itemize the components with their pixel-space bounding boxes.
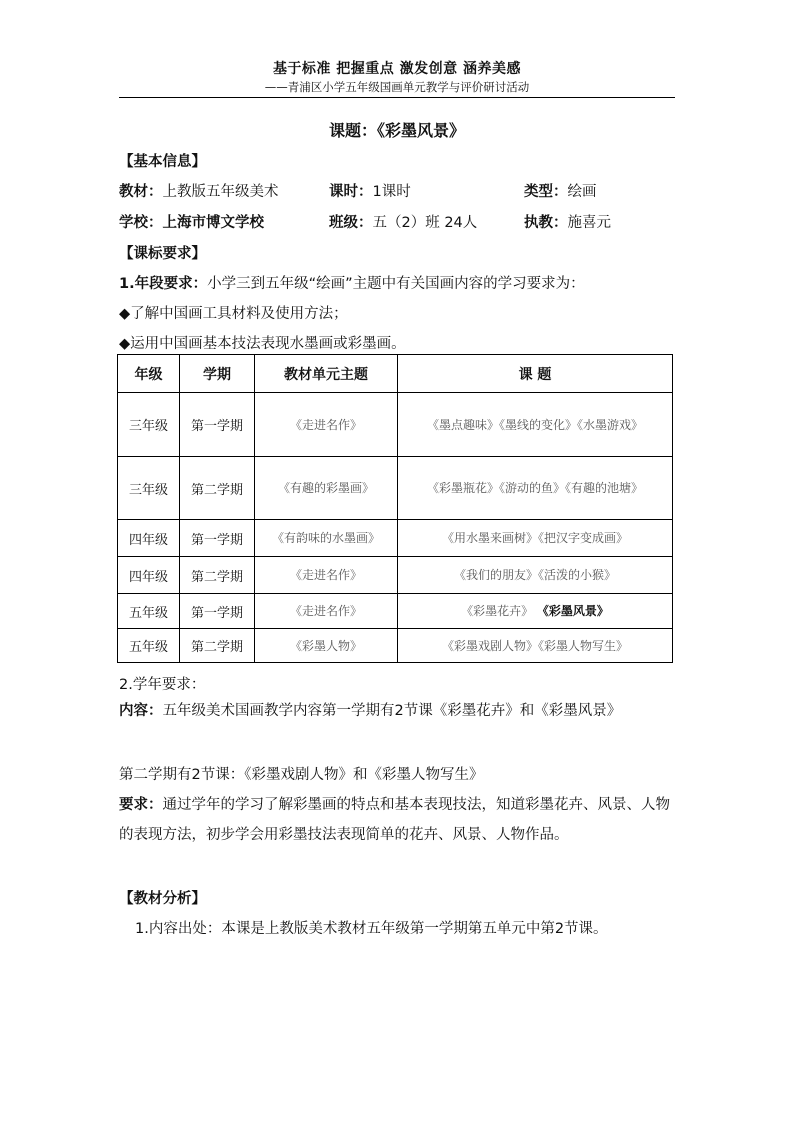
table-row [118,629,673,663]
header-grade: 年级 [118,355,180,393]
header-divider [119,97,675,98]
cell-term: 第一学期 [180,393,255,457]
analysis-item-1: 1.内容出处：本课是上教版美术教材五年级第一学期第五单元中第2节课。 [135,921,608,937]
cell-topic: 《彩墨戏剧人物》《彩墨人物写生》 [398,629,673,663]
teacher-field [524,211,611,232]
teacher-label: 执教： [524,215,568,231]
table-header-row [118,355,673,393]
cell-grade: 三年级 [118,457,180,520]
type-label: 类型： [524,184,568,200]
cell-unit: 《走进名作》 [255,594,398,629]
requirement-paragraph [119,790,675,850]
table-row [118,520,673,557]
grade-req-label: 1.年段要求： [119,276,208,292]
class-value: 五（2）班 24人 [372,215,478,231]
second-term-line: 第二学期有2节课：《彩墨戏剧人物》和《彩墨人物写生》 [119,767,484,783]
school-field [119,211,264,232]
textbook-value: 上教版五年级美术 [162,184,279,200]
grade-req-text: 小学三到五年级“绘画”主题中有关国画内容的学习要求为： [207,276,585,292]
cell-term: 第一学期 [180,520,255,557]
content-label: 内容： [119,703,163,719]
class-field [329,211,477,232]
class-label: 班级： [329,215,373,231]
cell-unit: 《走进名作》 [255,393,398,457]
table-row [118,594,673,629]
teacher-value: 施喜元 [567,215,611,231]
req-label: 要求： [119,797,163,813]
table-row [118,393,673,457]
cell-grade: 五年级 [118,629,180,663]
cell-term: 第二学期 [180,457,255,520]
school-label: 学校： [119,215,163,231]
topic-text: 《彩墨花卉》 [461,604,534,618]
cell-topic: 《彩墨瓶花》《游动的鱼》《有趣的池塘》 [398,457,673,520]
table-row [118,557,673,594]
header-topic: 课 题 [398,355,673,393]
year-req-heading: 2.学年要求： [119,677,206,693]
cell-term: 第一学期 [180,594,255,629]
analysis-heading: 【教材分析】 [119,891,206,907]
hours-label: 课时： [329,184,373,200]
header-unit: 教材单元主题 [255,355,398,393]
lesson-title: 课题：《彩墨风景》 [328,121,465,140]
textbook-label: 教材： [119,184,163,200]
table-row [118,457,673,520]
bullet-item-2: ◆运用中国画基本技法表现水墨画或彩墨画。 [119,336,406,352]
cell-term: 第二学期 [180,557,255,594]
curriculum-heading: 【课标要求】 [119,246,206,262]
cell-grade: 四年级 [118,520,180,557]
hours-field [329,180,411,201]
cell-unit: 《有韵味的水墨画》 [255,520,398,557]
year-content-paragraph [119,696,675,726]
cell-grade: 五年级 [118,594,180,629]
curriculum-table [117,354,673,663]
type-field [524,180,597,201]
grade-requirement [119,272,585,293]
topic-current-lesson: 《彩墨风景》 [536,604,609,618]
header-title: 基于标准 把握重点 激发创意 涵养美感 [272,61,522,77]
hours-value: 1课时 [372,184,411,200]
school-value: 上海市博文学校 [162,215,264,231]
cell-grade: 四年级 [118,557,180,594]
content-text: 五年级美术国画教学内容第一学期有2节课《彩墨花卉》和《彩墨风景》 [162,703,622,719]
header-subtitle: ——青浦区小学五年级国画单元教学与评价研讨活动 [264,80,530,94]
basic-info-heading: 【基本信息】 [119,154,206,170]
cell-topic: 《墨点趣味》《墨线的变化》《水墨游戏》 [398,393,673,457]
cell-topic [398,594,673,629]
textbook-field [119,180,279,201]
cell-term: 第二学期 [180,629,255,663]
bullet-item-1: ◆了解中国画工具材料及使用方法； [119,306,348,322]
cell-topic: 《用水墨来画树》《把汉字变成画》 [398,520,673,557]
cell-unit: 《走进名作》 [255,557,398,594]
header-term: 学期 [180,355,255,393]
cell-topic: 《我们的朋友》《活泼的小猴》 [398,557,673,594]
cell-unit: 《彩墨人物》 [255,629,398,663]
type-value: 绘画 [567,184,597,200]
cell-unit: 《有趣的彩墨画》 [255,457,398,520]
req-text: 通过学年的学习了解彩墨画的特点和基本表现技法，知道彩墨花卉、风景、人物的表现方法，初步学会用彩墨技法表现简单的花卉、风景、人物作品。 [119,797,670,843]
cell-grade: 三年级 [118,393,180,457]
